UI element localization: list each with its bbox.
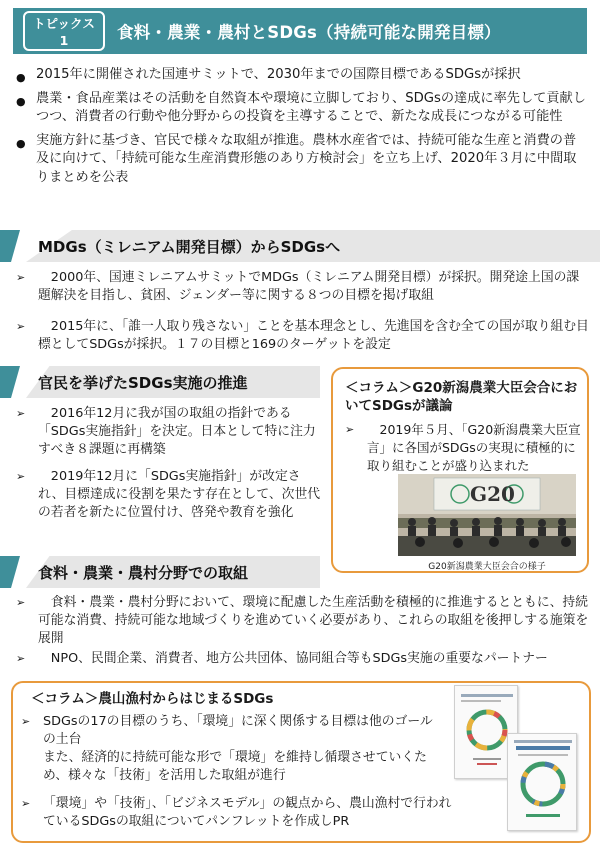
topic-label: トピックス (33, 16, 95, 31)
photo-caption: G20新潟農業大臣会合の様子 (428, 562, 546, 572)
bullet-icon: ● (16, 136, 26, 150)
list-item: ➢ 2015年に、「誰一人取り残さない」ことを基本理念とし、先進国を含む全ての国が取り組む目標としてSDGsが採択。１７の目標と169のターゲットを設定 (16, 319, 589, 352)
arrow-bullet-icon: ➢ (21, 715, 31, 728)
section-title: MDGs（ミレニアム開発目標）からSDGsへ (38, 238, 341, 256)
list-item: ● 実施方針に基づき、官民で様々な取組が推進。農林水産省では、持続可能な生産と消費の普及に向けて、「持続可能な生産消費形態のあり方検討会」を立ち上げ、2020年３月に中間取りまとめを公表 (16, 132, 577, 185)
pamphlet-thumbnail (507, 733, 577, 831)
intro-list (14, 66, 589, 192)
g20-banner-text: G20 (470, 482, 515, 506)
list-item: ➢ SDGsの17の目標のうち、「環境」に深く関係する目標は他のゴールの土台 (21, 714, 433, 747)
page-title: 食料・農業・農村とSDGs（持続可能な開発目標） (117, 23, 501, 42)
list-item: ➢ 「環境」や「技術」、「ビジネスモデル」の観点から、農山漁村で行われているSDGsの取組についてパンフレットを作成しPR (21, 796, 452, 829)
bullet-icon: ● (16, 71, 26, 84)
list-item: ➢ 2019年12月に「SDGs実施指針」が改定され、目標達成に役割を果たす存在として、次世代の若者を新たに位置付け、啓発や教育を強化 (16, 469, 321, 520)
arrow-bullet-icon: ➢ (345, 423, 355, 436)
arrow-bullet-icon: ➢ (21, 797, 31, 810)
list-item: ● 農業・食品産業はその活動を自然資本や環境に立脚しており、SDGsの達成に率先して貢献しつつ、消費者の行動や他分野からの投資を主導することで、新たな成長につながる可能性 (16, 90, 586, 124)
column-title: ＜コラム＞農山漁村からはじまるSDGs (31, 691, 274, 707)
list-item: ➢ 2000年、国連ミレニアムサミットでMDGs（ミレニアム開発目標）が採択。開発途上国の課題解決を目指し、貧困、ジェンダー等に関する８つの目標を掲げ取組 (16, 270, 580, 303)
arrow-bullet-icon: ➢ (16, 596, 26, 609)
section-title: 食料・農業・農村分野での取組 (38, 564, 249, 582)
list-item: ➢ 食料・農業・農村分野において、環境に配慮した生産活動を積極的に推進するとともに、持続可能な消費、持続可能な地域づくりを進めていく必要があり、これらの取組を後押しする施策を展開 (16, 595, 589, 646)
arrow-bullet-icon: ➢ (16, 320, 26, 333)
list-item: ➢ NPO、民間企業、消費者、地方公共団体、協同組合等もSDGs実施の重要なパートナー (16, 651, 548, 666)
list-item: ➢ 2019年５月、「G20新潟農業大臣宣言」に各国がSDGsの実現に積極的に取り組むことが盛り込まれた (345, 422, 581, 473)
topic-badge (23, 11, 105, 51)
arrow-bullet-icon: ➢ (16, 652, 26, 665)
section-title: 官民を挙げたSDGs実施の推進 (38, 374, 248, 392)
arrow-bullet-icon: ➢ (16, 470, 26, 483)
g20-meeting-photo (398, 474, 576, 556)
pamphlet-cover-icon (508, 734, 578, 832)
page-header (13, 8, 587, 54)
section-tab-icon (0, 556, 20, 588)
section-header-food-agriculture (0, 556, 325, 588)
list-item: ● 2015年に開催された国連サミットで、2030年までの国際目標であるSDGsが採択 (14, 66, 589, 85)
section-tab-icon (0, 366, 20, 398)
topic-number: 1 (59, 33, 69, 48)
section-tab-icon (0, 230, 20, 262)
list-item: また、経済的に持続可能な形で「環境」を維持し循環させていくため、様々な「技術」を活用した取組が進行 (43, 750, 427, 783)
bullet-icon: ● (16, 94, 26, 108)
arrow-bullet-icon: ➢ (16, 407, 26, 420)
arrow-bullet-icon: ➢ (16, 271, 26, 284)
section-header-mdgs (0, 230, 600, 262)
column-title: ＜コラム＞G20新潟農業大臣会合においてSDGsが議論 (345, 380, 578, 414)
list-item: ➢ 2016年12月に我が国の取組の指針である「SDGs実施指針」を決定。日本として特に注力すべき８課題に再構築 (16, 406, 316, 457)
section-header-promotion (0, 366, 325, 398)
